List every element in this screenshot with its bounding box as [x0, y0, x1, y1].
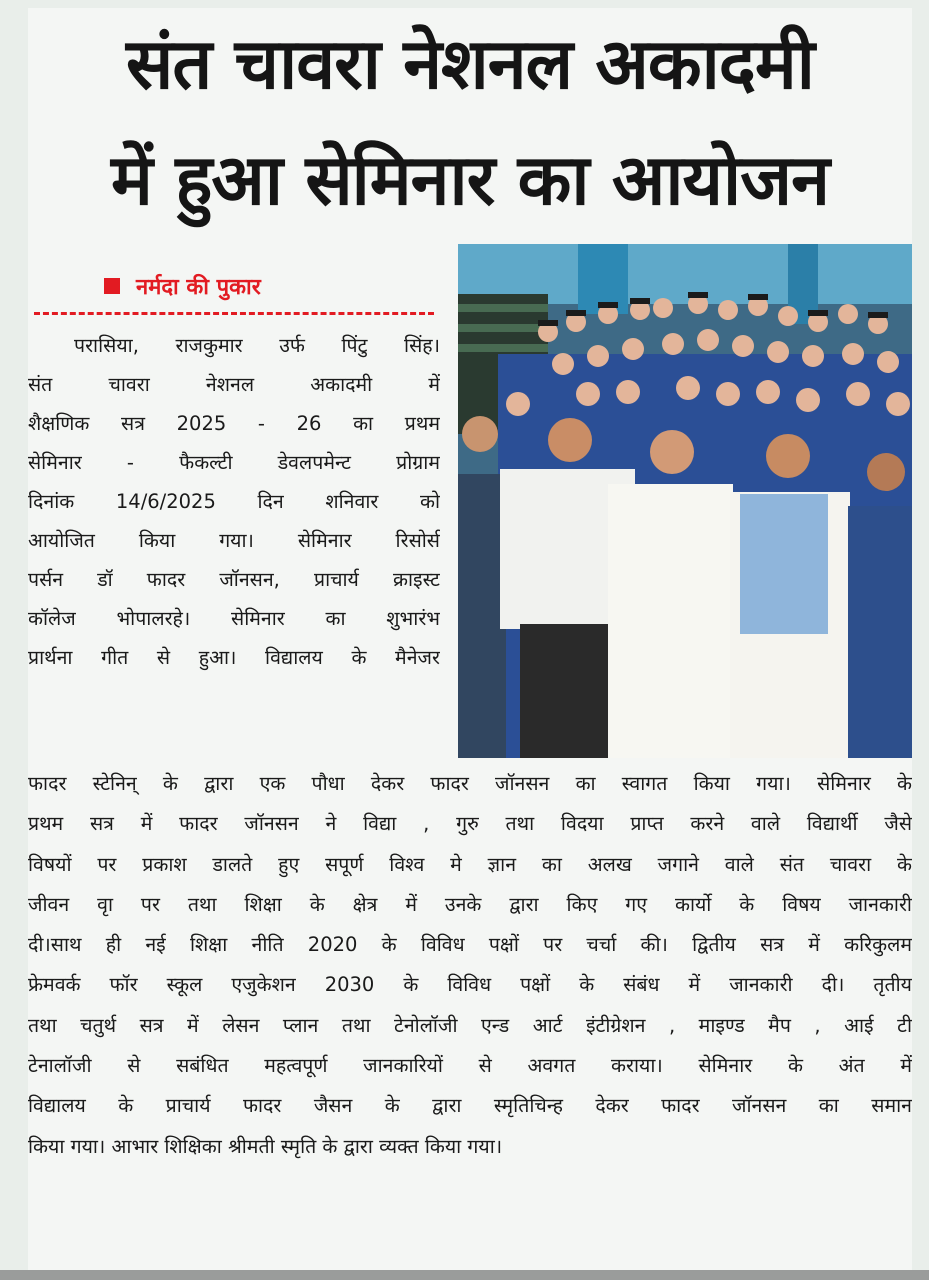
square-bullet-icon [104, 278, 120, 294]
text-line: फादर स्टेनिन् के द्वारा एक पौधा देकर फादर जॉनसन का स्वागत किया गया। सेमिनार के [28, 772, 912, 795]
text-line: पर्सन डॉ फादर जॉनसन, प्राचार्य क्राइस्ट [28, 568, 440, 591]
text-line: विषयों पर प्रकाश डालते हुए सपूर्ण विश्व मे ज्ञान का अलख जगाने वाले संत चावरा के [28, 852, 912, 876]
text-line: प्रार्थना गीत से हुआ। विद्यालय के मैनेजर [28, 646, 440, 669]
group-photo [458, 244, 912, 758]
bottom-edge [0, 1270, 929, 1280]
text-line: आयोजित किया गया। सेमिनार रिसोर्स [28, 529, 440, 552]
text-line: फ्रेमवर्क फॉर स्कूल एजुकेशन 2030 के विविध पक्षों के संबंध में जानकारी दी। तृतीय [28, 973, 912, 997]
text-line: विद्यालय के प्राचार्य फादर जैसन के द्वारा स्मृतिचिन्ह देकर फादर जॉनसन का समान [28, 1094, 912, 1118]
group-photo-illustration [458, 244, 912, 758]
text-line: टेनालॉजी से सबंधित महत्वपूर्ण जानकारियों से अवगत कराया। सेमिनार के अंत में [28, 1054, 912, 1078]
text-line: संत चावरा नेशनल अकादमी में [28, 373, 440, 396]
text-line: तथा चतुर्थ सत्र में लेसन प्लान तथा टेनोलॉजी एन्ड आर्ट इंटीग्रेशन , माइण्ड मैप , आई टी [28, 1013, 912, 1037]
text-line: कॉलेज भोपालरहे। सेमिनार का शुभारंभ [28, 607, 440, 630]
text-line: सेमिनार - फैकल्टी डेवलपमेन्ट प्रोग्राम [28, 451, 440, 474]
headline-line-2: में हुआ सेमिनार का आयोजन [111, 139, 829, 221]
headline-line-1: संत चावरा नेशनल अकादमी [126, 23, 814, 105]
byline [104, 268, 261, 304]
text-line: प्रथम सत्र में फादर जॉनसन ने विद्या , गुरु तथा विदया प्राप्त करने वाले विद्यार्थी जैसे [28, 812, 912, 836]
text-line: परासिया, राजकुमार उर्फ पिंटु सिंह। [74, 334, 440, 357]
article-body-wide [28, 764, 912, 1167]
article-body-narrow [28, 326, 440, 677]
text-line: दिनांक 14/6/2025 दिन शनिवार को [28, 490, 440, 513]
byline-text: नर्मदा की पुकार [136, 275, 261, 300]
text-line: जीवन वृा पर तथा शिक्षा के क्षेत्र में उनके द्वारा किए गए कार्यो के विषय जानकारी [28, 892, 912, 916]
dashed-divider [34, 312, 434, 315]
text-line: दी।साथ ही नई शिक्षा नीति 2020 के विविध पक्षों पर चर्चा की। द्वितीय सत्र में करिकुलम [28, 933, 912, 957]
text-line: किया गया। आभार शिक्षिका श्रीमती स्मृति के द्वारा व्यक्त किया गया। [28, 1134, 503, 1158]
text-line: शैक्षणिक सत्र 2025 - 26 का प्रथम [28, 412, 440, 435]
